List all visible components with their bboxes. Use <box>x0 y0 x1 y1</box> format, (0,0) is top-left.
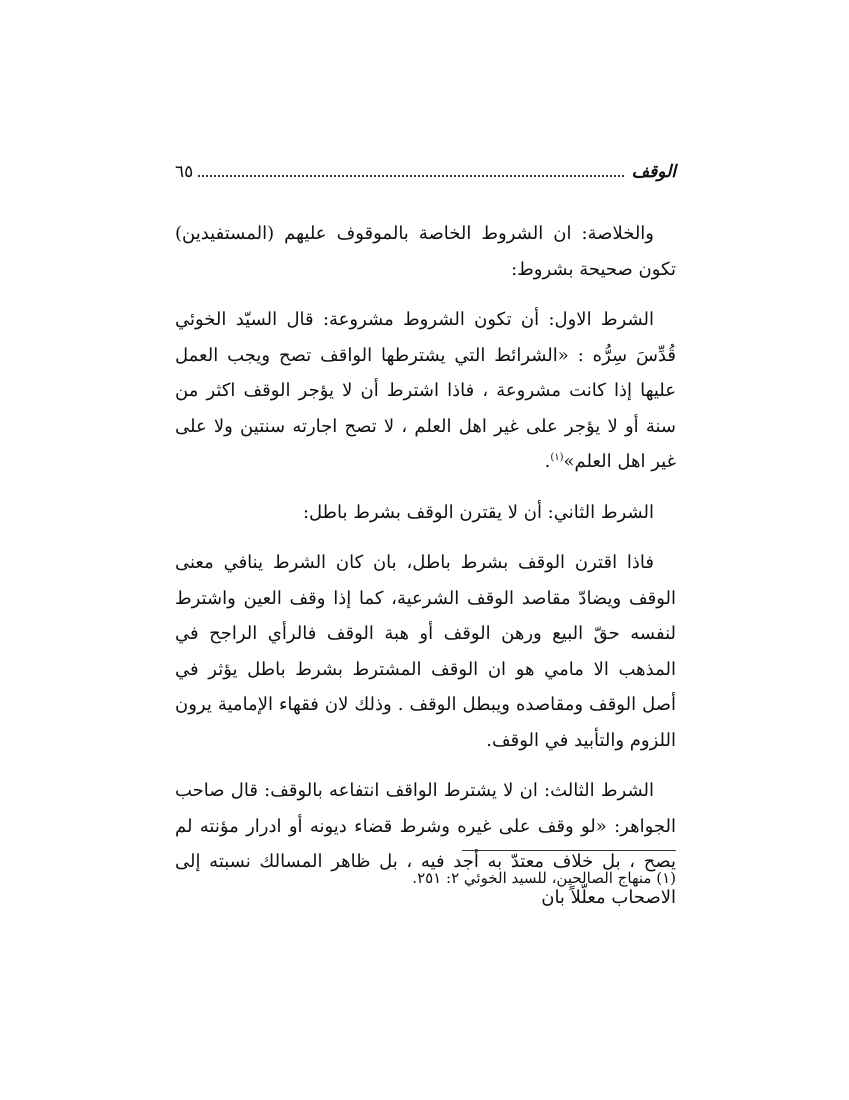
paragraph-condition-2-heading: الشرط الثاني: أن لا يقترن الوقف بشرط باطل: <box>302 501 654 523</box>
paragraph-condition-1 <box>175 302 676 480</box>
paragraph-summary: والخلاصة: ان الشروط الخاصة بالموقوف عليهم (المستفيدين) تكون صحيحة بشروط: <box>175 223 676 280</box>
paragraph-condition-1-text: الشرط الاول: أن تكون الشروط مشروعة: قال السيّد الخوئي قُدِّسَ سِرُّه : «الشرائط التي يشترطها الواقف تصح ويجب العمل عليها إذا كانت مشروعة ، فاذا اشترط أن لا يؤجر الوقف اكثر من سنة أو لا يؤجر على غير اهل العلم ، لا تصح اجارته سنتين ولا على غير اهل العلم» <box>175 309 676 472</box>
paragraph-condition-1-end: . <box>544 451 551 472</box>
main-text <box>175 216 676 930</box>
paragraph-condition-2-body: فاذا اقترن الوقف بشرط باطل، بان كان الشرط ينافي معنى الوقف ويضادّ مقاصد الوقف الشرعية، كما إذا وقف العين واشترط لنفسه حقّ البيع ورهن الوقف أو هبة الوقف فالرأي الراجح في المذهب الا مامي هو ان الوقف المشترط بشرط باطل يؤثر في أصل الوقف ومقاصده ويبطل الوقف . وذلك لان فقهاء الإمامية يرون اللزوم والتأبيد في الوقف. <box>175 552 676 751</box>
paragraph-condition-3: الشرط الثالث: ان لا يشترط الواقف انتفاعه بالوقف: قال صاحب الجواهر: «لو وقف على غيره وشرط قضاء ديونه أو ادرار مؤنته لم يصح ، بل خلاف معتدّ به أجد فيه ، بل ظاهر المسالك نسبته إلى الاصحاب معلّلاً بان <box>175 780 676 908</box>
page-number: ٦٥ <box>175 158 195 186</box>
running-title: الوقف <box>630 158 676 186</box>
header-leader-dots <box>193 175 624 177</box>
footnote: (١) منهاج الصالحين، للسيد الخوئي ٢: ٢٥١. <box>412 869 676 887</box>
footnote-reference[interactable]: (١) <box>550 452 564 463</box>
page-header <box>175 158 676 186</box>
footnote-divider <box>462 850 676 851</box>
